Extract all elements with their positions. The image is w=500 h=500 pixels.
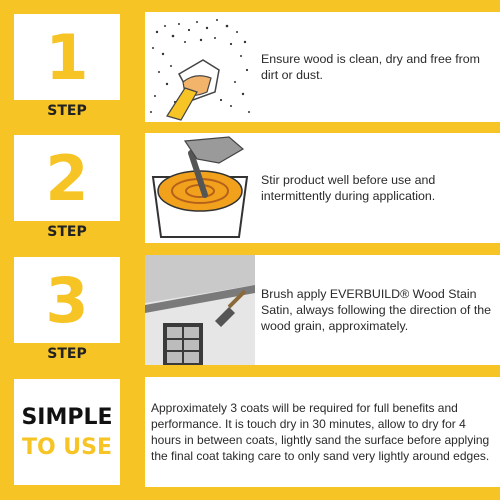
simple-line-2: TO USE	[21, 435, 113, 460]
step-1-panel	[145, 12, 500, 122]
step-1-number: 1	[45, 20, 89, 94]
simple-to-use-text: Approximately 3 coats will be required for full benefits and performance. It is touch dry in 30 minutes, allow to dry for 4 hours in between coats, lightly sand the surface before applying the final coat taking care to only sand very lightly around edges.	[151, 401, 490, 463]
step-3-label: STEP	[12, 343, 122, 365]
step-1-label: STEP	[12, 100, 122, 122]
stirring-bucket-icon	[145, 133, 255, 243]
step-2-text: Stir product well before use and intermittently during application.	[261, 173, 436, 203]
step-3-text: Brush apply EVERBUILD® Wood Stain Satin, always following the direction of the wood grain, approximately.	[261, 287, 492, 333]
simple-line-1: SIMPLE	[21, 405, 113, 430]
step-3-panel	[145, 255, 500, 365]
step-2-number: 2	[45, 141, 89, 215]
hand-wiping-icon	[145, 12, 255, 122]
step-3-number: 3	[45, 263, 89, 337]
step-2-panel	[145, 133, 500, 243]
step-3-badge	[12, 255, 122, 365]
step-1-badge	[12, 12, 122, 122]
brushing-window-icon	[145, 255, 255, 365]
step-2-label: STEP	[12, 221, 122, 243]
simple-to-use-panel	[145, 377, 500, 487]
step-1-text: Ensure wood is clean, dry and free from dirt or dust.	[261, 52, 481, 82]
simple-to-use-badge	[12, 377, 122, 487]
step-2-badge	[12, 133, 122, 243]
